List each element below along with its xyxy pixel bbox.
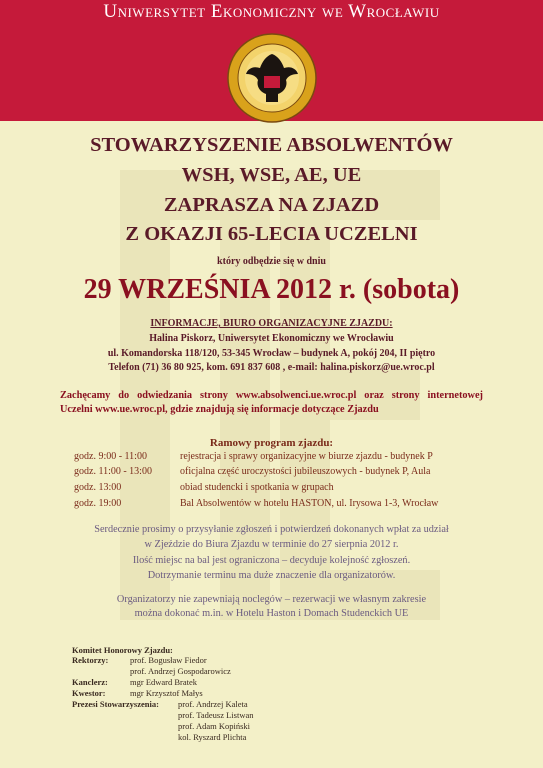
heading-line-4: Z OKAZJI 65-LECIA UCZELNI	[125, 223, 418, 245]
committee-row	[72, 721, 251, 732]
program-time: godz. 9:00 - 11:00	[74, 451, 147, 462]
website-invitation-line-2: Uczelni www.ue.wroc.pl, gdzie znajdują się informacje dotyczące Zjazdu	[60, 404, 379, 415]
committee-row	[72, 677, 198, 688]
committee-member: prof. Andrzej Gospodarowicz	[130, 666, 231, 676]
info-contact-name: Halina Piskorz, Uniwersytet Ekonomiczny we Wrocławiu	[149, 333, 394, 344]
committee-row	[72, 655, 207, 666]
program-description: obiad studencki i spotkania w grupach	[180, 482, 334, 493]
committee-member: prof. Tadeusz Listwan	[178, 710, 254, 720]
committee-title: Komitet Honorowy Zjazdu:	[72, 645, 173, 655]
committee-row	[72, 688, 203, 699]
program-description: oficjalna część uroczystości jubileuszowych - budynek P, Aula	[180, 466, 431, 477]
registration-note-line-3: Ilość miejsc na bal jest ograniczona – decyduje kolejność zgłoszeń.	[132, 555, 411, 566]
program-time: godz. 19:00	[74, 498, 122, 509]
program-description: rejestracja i sprawy organizacyjne w biurze zjazdu - budynek P	[180, 451, 433, 462]
event-date: 29 WRZEŚNIA 2012 r. (sobota)	[83, 274, 460, 305]
committee-role: Rektorzy:	[72, 655, 109, 665]
committee-row	[72, 699, 248, 710]
committee-role: Kanclerz:	[72, 677, 108, 687]
committee-member: prof. Andrzej Kaleta	[178, 699, 248, 709]
program-description: Bal Absolwentów w hotelu HASTON, ul. Irysowa 1-3, Wrocław	[180, 498, 439, 509]
university-name: Uniwersytet Ekonomiczny we Wrocławiu	[103, 1, 440, 22]
heading-line-1: STOWARZYSZENIE ABSOLWENTÓW	[90, 134, 453, 156]
committee-row	[72, 666, 231, 677]
committee-member: kol. Ryszard Plichta	[178, 732, 247, 742]
committee-member: mgr Krzysztof Małys	[130, 688, 203, 698]
committee-role: Kwestor:	[72, 688, 106, 698]
honorary-committee	[72, 645, 254, 743]
registration-note-line-1: Serdecznie prosimy o przysyłanie zgłoszeń i potwierdzeń dokonanych wpłat za udział	[94, 524, 449, 535]
committee-role: Prezesi Stowarzyszenia:	[72, 699, 159, 709]
committee-row	[72, 710, 254, 721]
committee-member: mgr Edward Bratek	[130, 677, 198, 687]
info-address: ul. Komandorska 118/120, 53-345 Wrocław – budynek A, pokój 204, II piętro	[107, 348, 436, 359]
committee-member: prof. Bogusław Fiedor	[130, 655, 207, 665]
university-seal	[226, 32, 318, 124]
program-time: godz. 13:00	[74, 482, 122, 493]
accommodation-note-line-2: można dokonać m.in. w Hotelu Haston i Domach Studenckich UE	[134, 608, 409, 619]
heading-line-3: ZAPRASZA NA ZJAZD	[163, 194, 380, 216]
committee-row	[72, 732, 247, 743]
heading-line-2: WSH, WSE, AE, UE	[181, 164, 362, 186]
committee-member: prof. Adam Kopiński	[178, 721, 251, 731]
program-title: Ramowy program zjazdu:	[209, 437, 334, 449]
subheading: który odbędzie się w dniu	[217, 256, 326, 267]
program-time: godz. 11:00 - 13:00	[74, 466, 152, 477]
accommodation-note-line-1: Organizatorzy nie zapewniają noclegów – rezerwacji we własnym zakresie	[116, 594, 427, 605]
header-bar	[0, 0, 543, 34]
website-invitation-line-1: Zachęcamy do odwiedzania strony www.absolwenci.ue.wroc.pl oraz strony internetowej	[60, 390, 483, 401]
info-title: INFORMACJE, BIURO ORGANIZACYJNE ZJAZDU:	[150, 318, 393, 329]
info-phone-email: Telefon (71) 36 80 925, kom. 691 837 608 , e-mail: halina.piskorz@ue.wroc.pl	[108, 362, 435, 373]
registration-note-line-2: w Zjeździe do Biura Zjazdu w terminie do 27 sierpnia 2012 r.	[144, 539, 399, 550]
registration-note-line-4: Dotrzymanie terminu ma duże znaczenie dla organizatorów.	[147, 570, 396, 581]
